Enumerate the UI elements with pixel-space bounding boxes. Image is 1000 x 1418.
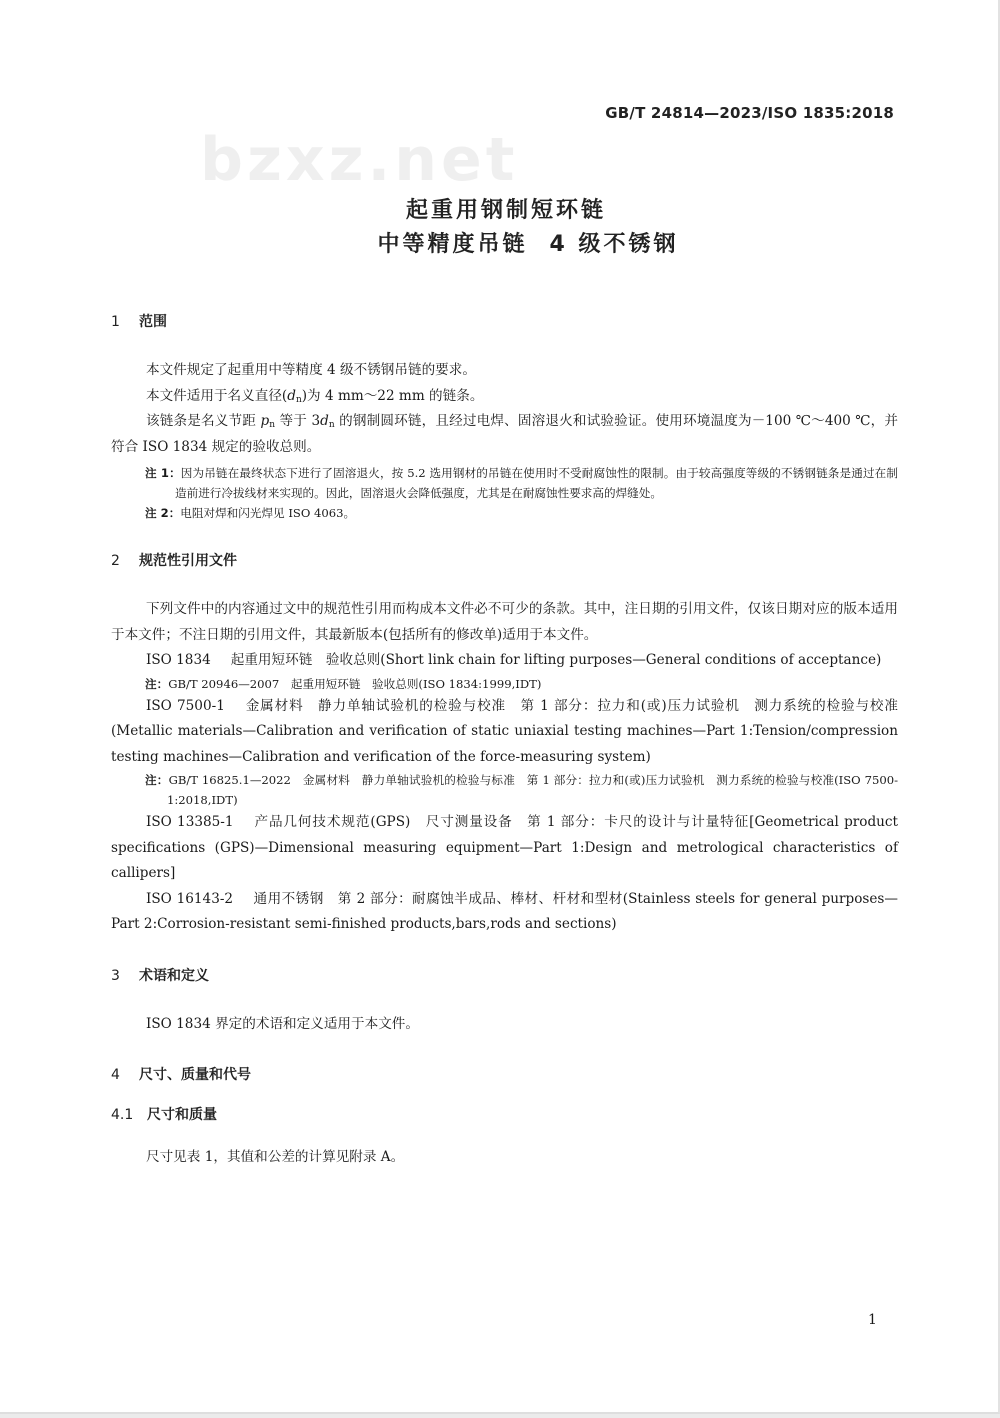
watermark: bzxz.net: [200, 125, 519, 195]
document-body: [111, 312, 898, 1171]
section-1-number: 1: [111, 314, 120, 330]
section-4-title: 尺寸、质量和代号: [139, 1067, 251, 1083]
section-2-heading: [111, 551, 898, 571]
reference-iso-16143-2: ISO 16143-2 通用不锈钢 第 2 部分：耐腐蚀半成品、棒材、杆材和型材(Stainless steels for general purposes—Part 2:Corrosion-resistant semi-finished products,bars,rods and sections): [111, 890, 898, 932]
scope-note-2: 注 2：电阻对焊和闪光焊见 ISO 4063。: [145, 506, 356, 520]
scope-paragraph-2: 本文件适用于名义直径$(d_n)$为 4 mm～22 mm 的链条。: [146, 387, 484, 405]
normative-references-intro: 下列文件中的内容通过文中的规范性引用而构成本文件必不可少的条款。其中，注日期的引用文件，仅该日期对应的版本适用于本文件；不注日期的引用文件，其最新版本(包括所有的修改单)适用于本文件。: [111, 601, 898, 643]
scope-paragraph-1: 本文件规定了起重用中等精度 4 级不锈钢吊链的要求。: [146, 362, 476, 378]
dimensions-paragraph: 尺寸见表 1，其值和公差的计算见附录 A。: [146, 1149, 405, 1165]
section-1-title: 范围: [139, 314, 167, 330]
section-4-1-title: 尺寸和质量: [147, 1107, 217, 1123]
document-title-line1: 起重用钢制短环链: [405, 198, 606, 223]
section-4-1-heading: [111, 1105, 898, 1125]
title-part-a: 中等精度吊链: [377, 232, 528, 257]
section-3-heading: [111, 966, 898, 986]
reference-iso-1834-note: 注：GB/T 20946—2007 起重用短环链 验收总则(ISO 1834:1999,IDT): [145, 676, 542, 691]
section-4-number: 4: [111, 1067, 120, 1083]
title-part-b: 4 级不锈钢: [549, 232, 679, 257]
section-2-title: 规范性引用文件: [139, 553, 237, 569]
section-4-1-number: 4.1: [111, 1107, 134, 1123]
reference-iso-7500-1-note: 注：GB/T 16825.1—2022 金属材料 静力单轴试验机的检验与标准 第 1 部分：拉力和(或)压力试验机 测力系统的检验与校准(ISO 7500-1:2018,IDT): [145, 773, 898, 807]
section-3-title: 术语和定义: [139, 967, 209, 984]
section-2-number: 2: [111, 553, 120, 569]
standard-code: GB/T 24814—2023/ISO 1835:2018: [605, 104, 894, 122]
scope-note-1: 注 1：因为吊链在最终状态下进行了固溶退火，按 5.2 选用钢材的吊链在使用时不受耐腐蚀性的限制。由于较高强度等级的不锈钢链条是通过在制造前进行冷拔线材来实现的。因此，固溶退火会降低强度，尤其是在耐腐蚀性要求高的焊缝处。: [145, 466, 898, 500]
reference-iso-13385-1: ISO 13385-1 产品几何技术规范(GPS) 尺寸测量设备 第 1 部分：卡尺的设计与计量特征[Geometrical product specifications (GPS)—Dimensional measuring equipment—Part 1:Design and metrological characteristics of callipers]: [111, 814, 899, 881]
section-4-heading: [111, 1065, 898, 1085]
terms-paragraph: ISO 1834 界定的术语和定义适用于本文件。: [146, 1015, 419, 1032]
scope-paragraph-3: 该链条是名义节距 $p_n$ 等于 $3d_n$ 的钢制圆环链，且经过电焊、固溶退火和试验验证。使用环境温度为－100 ℃～400 ℃，并符合 ISO 1834 规定的验收总则。: [111, 413, 898, 455]
document-title-line2: [28, 231, 1000, 259]
reference-iso-7500-1: ISO 7500-1 金属材料 静力单轴试验机的检验与校准 第 1 部分：拉力和(或)压力试验机 测力系统的检验与校准(Metallic materials—Calibration and verification of static uniaxial testing machines—Part 1:Tension/compression testing machines—Calibration and verification of the force-measuring system): [111, 697, 898, 765]
page-number: 1: [868, 1312, 877, 1328]
reference-iso-1834: ISO 1834 起重用短环链 验收总则(Short link chain for lifting purposes—General conditions of acceptance): [146, 652, 882, 668]
section-3-number: 3: [111, 967, 120, 984]
section-1-heading: [111, 312, 898, 332]
